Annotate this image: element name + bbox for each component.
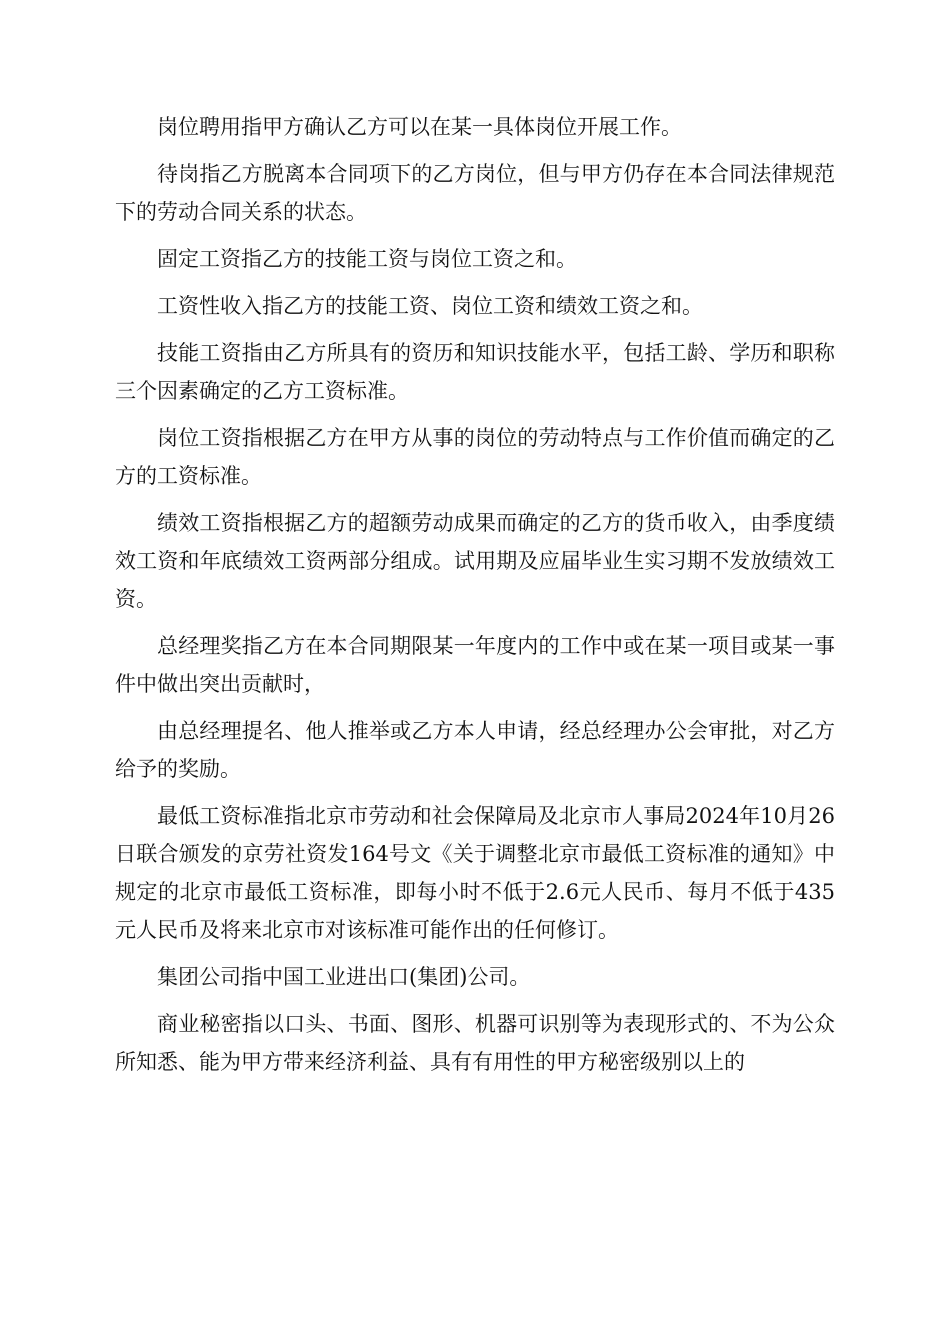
paragraph-wage-income: 工资性收入指乙方的技能工资、岗位工资和绩效工资之和。: [157, 294, 703, 318]
paragraph-fixed-wage: 固定工资指乙方的技能工资与岗位工资之和。: [157, 247, 577, 271]
paragraph-gm-award-procedure: 由总经理提名、他人推举或乙方本人申请，经总经理办公会审批，对乙方给予的奖励。: [115, 719, 835, 781]
paragraph-group-company: 集团公司指中国工业进出口(集团)公司。: [157, 965, 531, 989]
paragraph-post-wage: 岗位工资指根据乙方在甲方从事的岗位的劳动特点与工作价值而确定的乙方的工资标准。: [115, 426, 835, 488]
paragraph-skill-wage: 技能工资指由乙方所具有的资历和知识技能水平，包括工龄、学历和职称三个因素确定的乙方工资标准。: [115, 341, 835, 403]
paragraph-minimum-wage: 最低工资标准指北京市劳动和社会保障局及北京市人事局2024年10月26日联合颁发的京劳社资发164号文《关于调整北京市最低工资标准的通知》中规定的北京市最低工资标准，即每小时不低于2.6元人民币、每月不低于435元人民币及将来北京市对该标准可能作出的任何修订。: [115, 804, 835, 942]
paragraph-gm-award: 总经理奖指乙方在本合同期限某一年度内的工作中或在某一项目或某一事件中做出突出贡献时，: [115, 634, 835, 696]
paragraph-performance-wage: 绩效工资指根据乙方的超额劳动成果而确定的乙方的货币收入，由季度绩效工资和年底绩效工资两部分组成。试用期及应届毕业生实习期不发放绩效工资。: [115, 511, 835, 611]
paragraph-trade-secret: 商业秘密指以口头、书面、图形、机器可识别等为表现形式的、不为公众所知悉、能为甲方带来经济利益、具有有用性的甲方秘密级别以上的: [115, 1012, 835, 1074]
document-body: [115, 108, 835, 1090]
paragraph-standby: 待岗指乙方脱离本合同项下的乙方岗位，但与甲方仍存在本合同法律规范下的劳动合同关系的状态。: [115, 162, 835, 224]
paragraph-post-employment: 岗位聘用指甲方确认乙方可以在某一具体岗位开展工作。: [157, 115, 682, 139]
